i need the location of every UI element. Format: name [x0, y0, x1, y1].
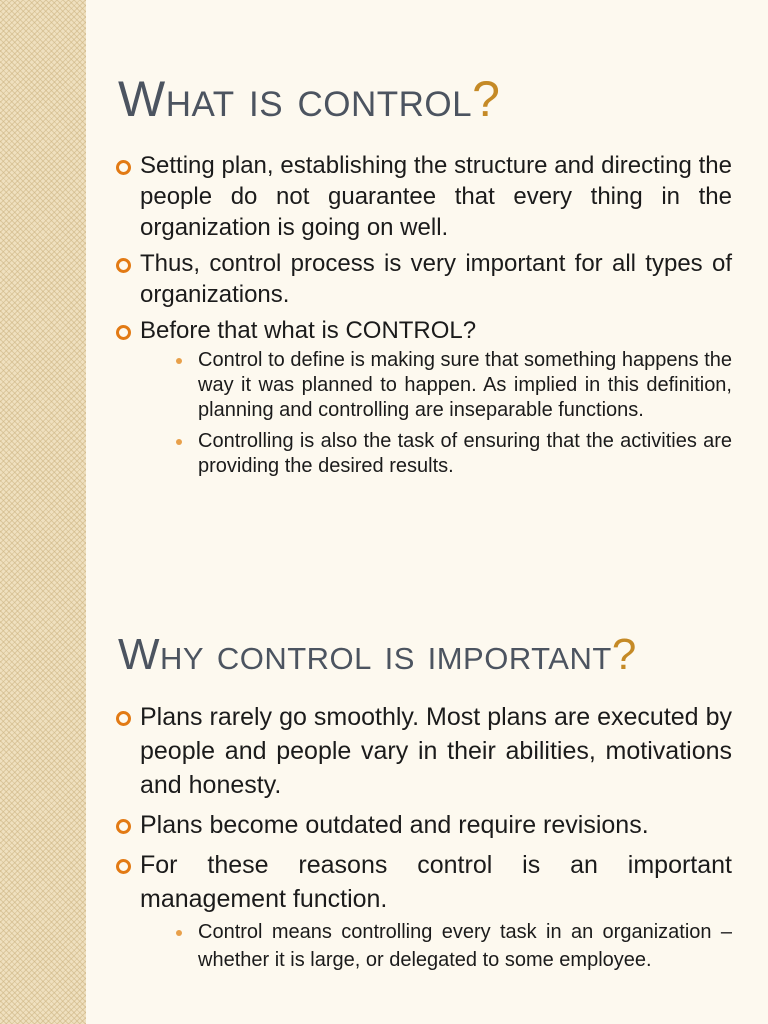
sub-bullet-item [140, 918, 732, 974]
ring-bullet-icon [116, 325, 131, 340]
bullet-text: Before that what is CONTROL? [140, 317, 477, 344]
bullet-list [114, 700, 732, 980]
dot-bullet-icon [176, 930, 182, 936]
sub-bullet-list [140, 348, 732, 479]
dot-bullet-icon [176, 358, 182, 364]
slide-title-text: What is control [118, 71, 473, 127]
ring-bullet-icon [116, 859, 131, 874]
ring-bullet-icon [116, 258, 131, 273]
slide-title-mark: ? [611, 630, 637, 679]
sub-bullet-item [140, 429, 732, 479]
bullet-text: Plans rarely go smoothly. Most plans are executed by people and people vary in their abilities, motivations and honesty. [140, 703, 732, 799]
decorative-side-strip [0, 0, 87, 1024]
bullet-item [114, 150, 732, 243]
bullet-item [114, 248, 732, 310]
bullet-item [114, 848, 732, 974]
sub-bullet-list [140, 918, 732, 974]
dot-bullet-icon [176, 439, 182, 445]
bullet-item [114, 315, 732, 479]
ring-bullet-icon [116, 160, 131, 175]
bullet-text: Setting plan, establishing the structure and directing the people do not guarantee that every thing in the organization is going on well. [140, 152, 732, 241]
slide-title [118, 70, 500, 128]
bullet-text: For these reasons control is an important management function. [140, 851, 732, 913]
slide-title [118, 630, 637, 680]
ring-bullet-icon [116, 819, 131, 834]
bullet-item [114, 808, 732, 842]
sub-bullet-text: Control to define is making sure that something happens the way it was planned to happen. As implied in this definition, planning and controlling are inseparable functions. [198, 349, 732, 421]
slide-title-mark: ? [472, 71, 501, 127]
slide-why-control-is-important [86, 540, 768, 1024]
sub-bullet-text: Control means controlling every task in an organization – whether it is large, or delegated to some employee. [198, 921, 732, 971]
bullet-text: Thus, control process is very important for all types of organizations. [140, 250, 732, 308]
bullet-text: Plans become outdated and require revisions. [140, 811, 649, 839]
sub-bullet-text: Controlling is also the task of ensuring that the activities are providing the desired results. [198, 430, 732, 477]
sub-bullet-item [140, 348, 732, 423]
slide-what-is-control [86, 0, 768, 540]
slide-title-text: Why control is important [118, 630, 612, 679]
ring-bullet-icon [116, 711, 131, 726]
bullet-item [114, 700, 732, 802]
bullet-list [114, 150, 732, 485]
